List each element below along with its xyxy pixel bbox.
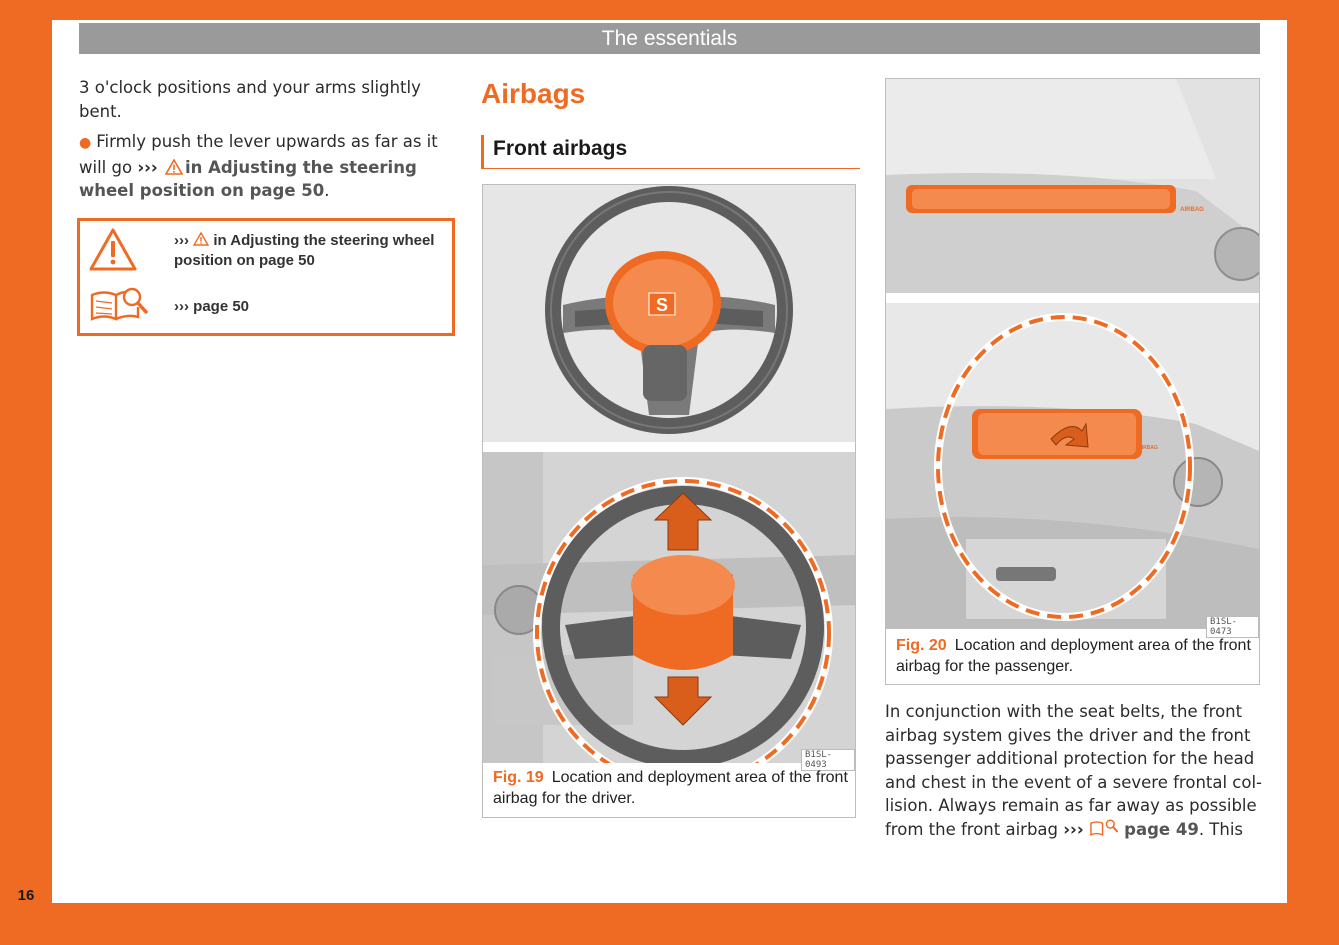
airbag-label: AIRBAG <box>1138 445 1158 451</box>
figure-20 <box>885 78 1260 685</box>
figure-caption: Fig. 19 Location and deployment area of the front airbag for the driver. <box>493 769 848 807</box>
subsection-heading <box>481 135 860 169</box>
section-header: The essentials <box>79 23 1260 54</box>
bullet-dot-icon: ● <box>79 135 92 151</box>
reference-box <box>77 218 455 336</box>
figure-caption: Fig. 20 Location and deployment area of the front airbag for the passenger. <box>896 637 1251 675</box>
page-number: 16 <box>17 887 35 904</box>
warning-icon <box>88 227 138 273</box>
column-middle <box>481 78 857 160</box>
warning-icon <box>165 159 183 175</box>
figure-code: B1SL-0473 <box>1206 616 1259 638</box>
body-text <box>885 700 1265 841</box>
page <box>52 20 1287 903</box>
warning-icon <box>193 232 209 246</box>
passenger-airbag-illustration <box>886 79 1259 629</box>
figure-label: Fig. 19 <box>493 769 544 786</box>
subsection-title: Front airbags <box>493 137 628 160</box>
figure-label: Fig. 20 <box>896 637 947 654</box>
cross-ref-arrows[interactable]: ››› <box>137 157 158 177</box>
driver-steering-wheel-illustration <box>483 185 855 763</box>
figure-19 <box>482 184 856 818</box>
book-magnifier-icon <box>88 285 150 325</box>
section-title: Airbags <box>481 78 586 109</box>
airbag-label: AIRBAG <box>1180 207 1204 213</box>
bullet-item: ● Firmly push the lever upwards as far as it will go ››› in Adjusting the steering wheel position on page 50. <box>79 132 438 200</box>
book-magnifier-icon <box>1089 818 1119 838</box>
cross-ref-link[interactable]: page 49 <box>1124 819 1199 839</box>
brand-logo: S <box>655 295 669 315</box>
figure-code: B1SL-0493 <box>801 749 855 771</box>
book-reference[interactable]: ››› page 50 <box>174 298 250 315</box>
cross-ref-arrows[interactable]: ››› <box>1063 819 1084 839</box>
column-left <box>79 76 459 203</box>
cross-ref-link[interactable]: in Adjusting the steering wheel position on page 50 <box>79 157 417 200</box>
paragraph: 3 o'clock positions and your arms slightly bent. <box>79 78 421 121</box>
paragraph: In conjunction with the seat belts, the front airbag system gives the driver and the front passenger additional protection for the head and chest in the event of a severe frontal col-lision. Always remain as far away as possible from the front airbag ››› page 49. This <box>885 702 1263 839</box>
warning-reference[interactable]: ››› in Adjusting the steering wheel position on page 50 <box>174 232 435 269</box>
